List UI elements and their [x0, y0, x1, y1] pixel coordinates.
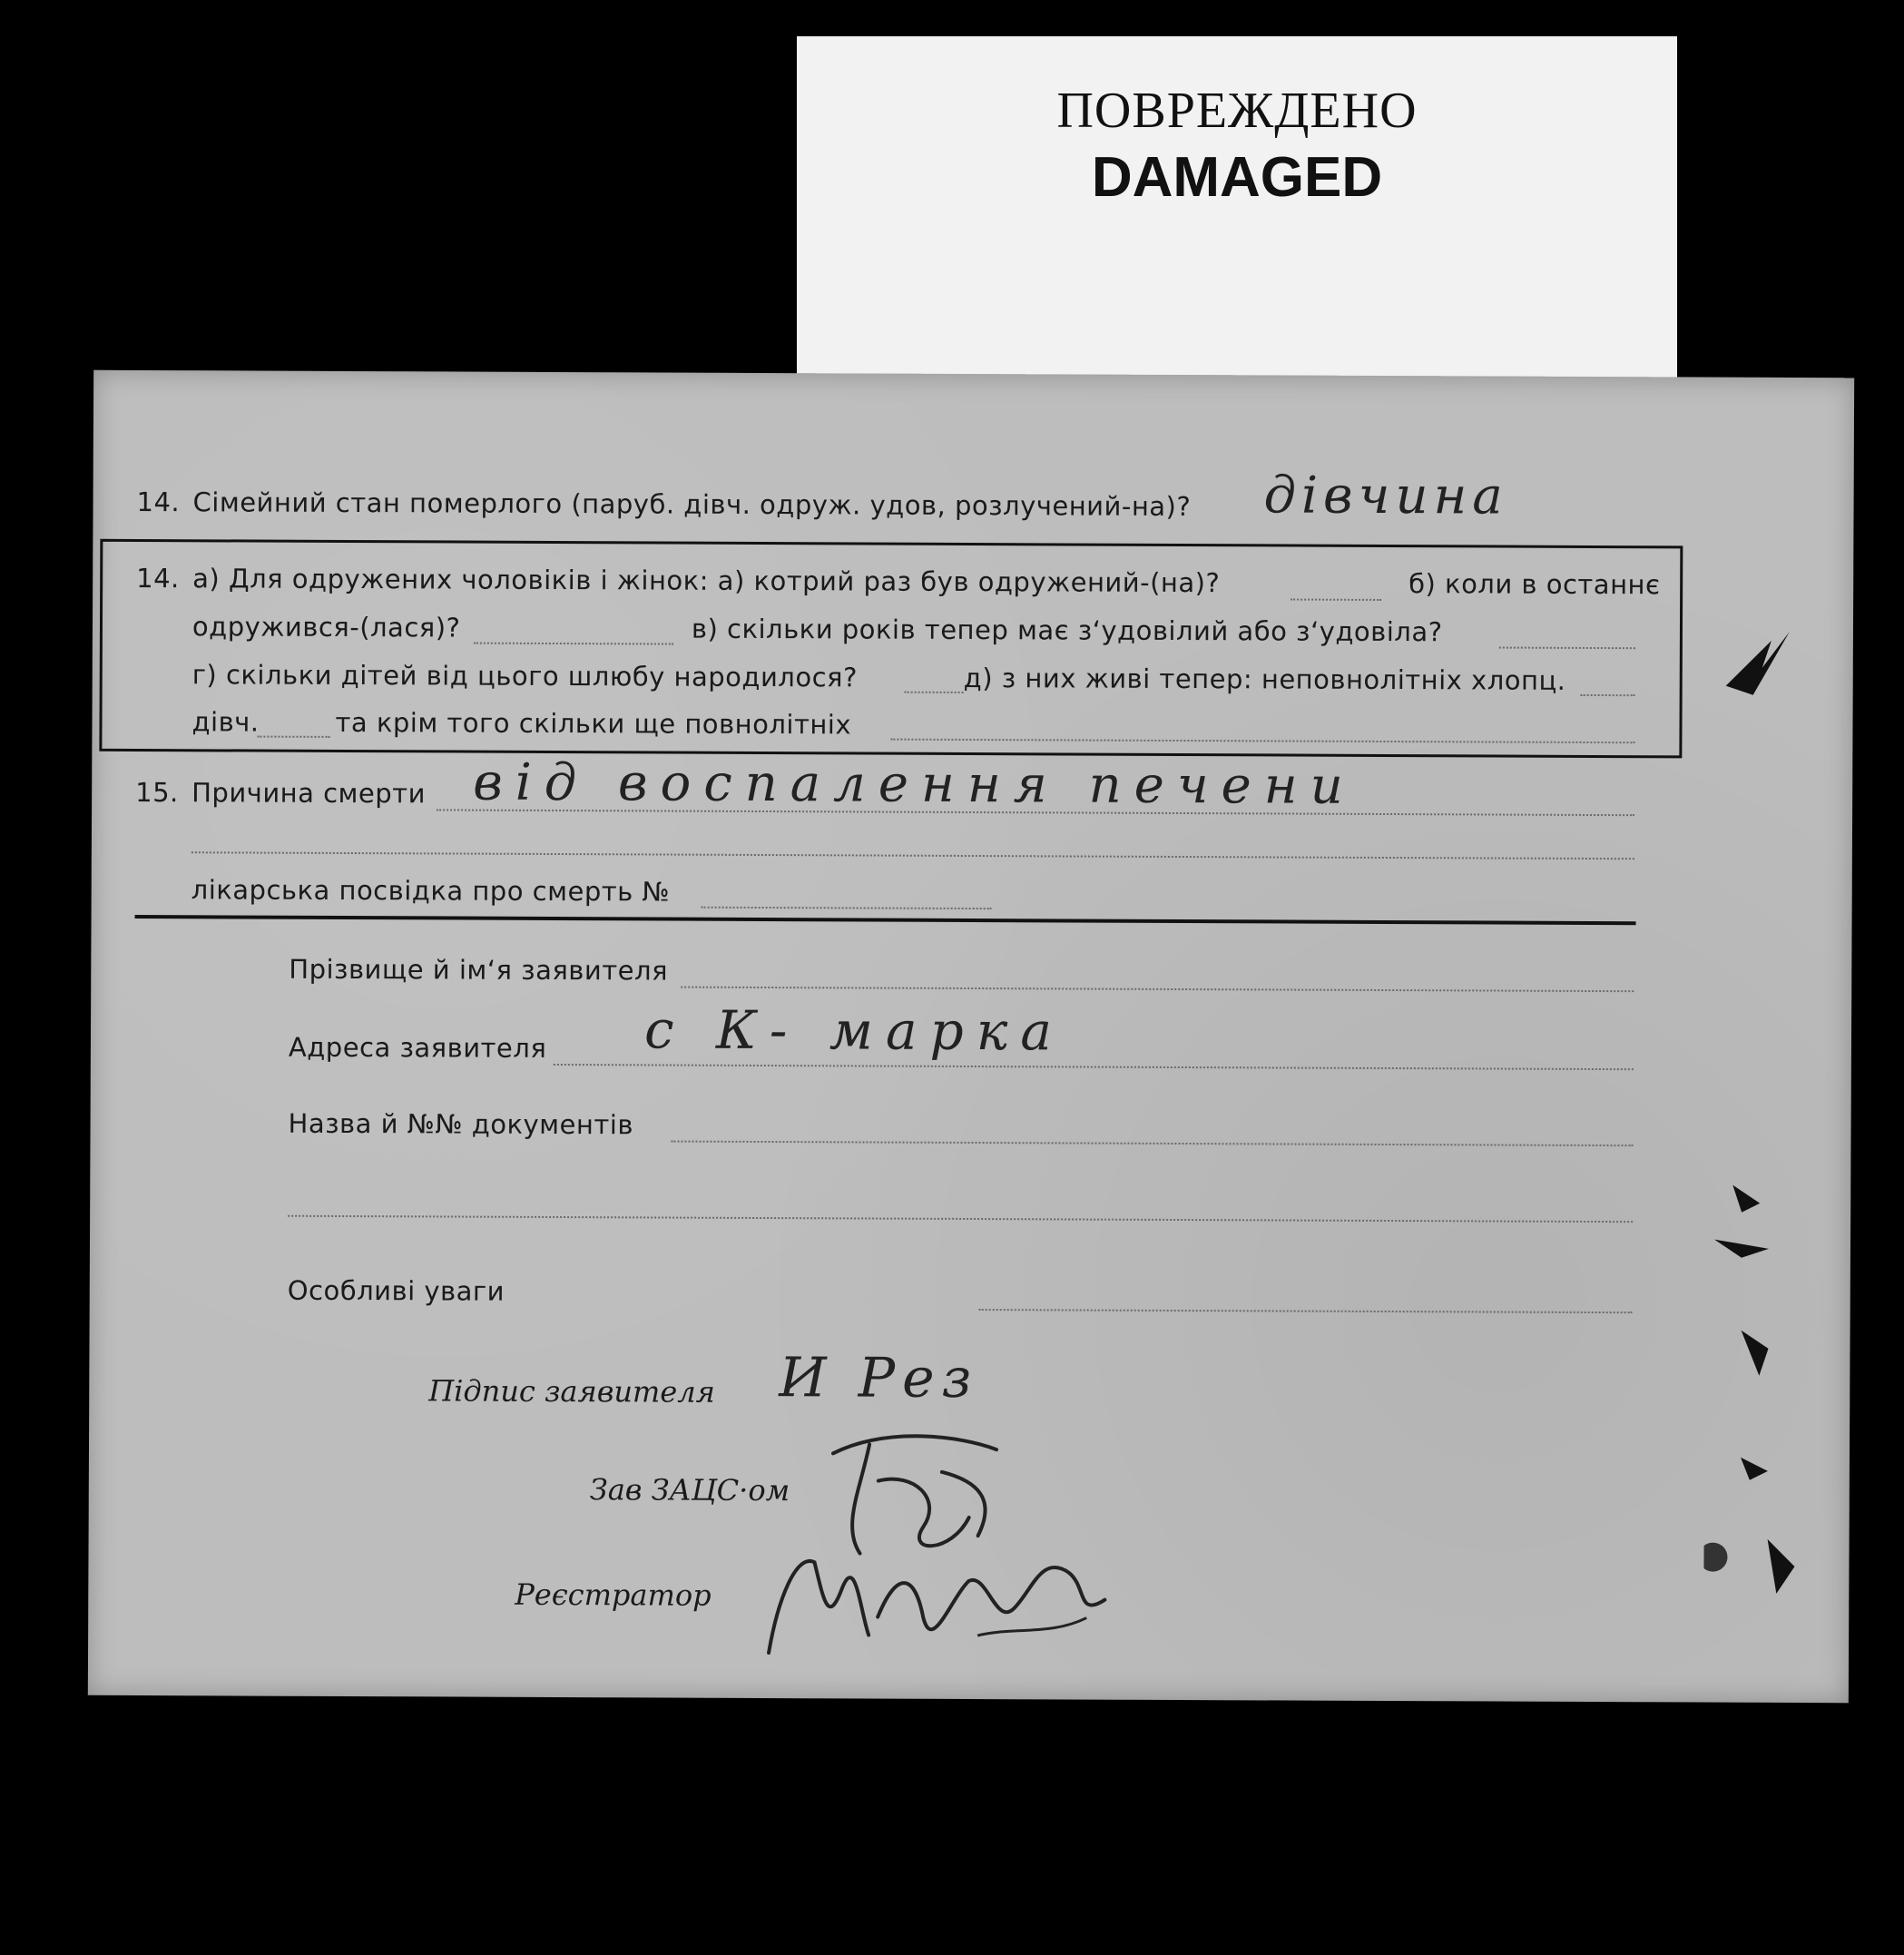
damaged-label — [797, 36, 1677, 383]
documents-fill-line1 — [671, 1141, 1633, 1147]
q14-number: 14. — [136, 486, 181, 518]
applicant-address-fill — [554, 1064, 1634, 1070]
head-zags-label: Зав ЗАЦС·ом — [589, 1472, 790, 1508]
paper-damage-marks — [1703, 623, 1817, 1622]
q14a-fill-f — [257, 736, 329, 738]
q14a-fill-a — [1291, 599, 1381, 601]
q14a-line4a: дівч. — [191, 706, 260, 738]
q15-answer-handwritten: від воспалення печени — [473, 752, 1356, 816]
q15-certificate-label: лікарська посвідка про смерть № — [191, 874, 671, 908]
q14a-line3a: г) скільки дітей від цього шлюбу народилося? — [191, 659, 858, 693]
q14a-number: 14. — [136, 562, 180, 594]
applicant-address-label: Адреса заявителя — [288, 1031, 547, 1064]
q14a-line2a: одружився-(лася)? — [191, 611, 461, 643]
q14-answer-handwritten: дівчина — [1263, 466, 1508, 526]
remarks-fill — [979, 1309, 1633, 1313]
remarks-label: Особливі уваги — [287, 1274, 505, 1307]
q15-certificate-fill — [702, 907, 992, 909]
documents-fill-line2 — [288, 1215, 1633, 1223]
documents-label: Назва й №№ документів — [288, 1107, 634, 1141]
q15-question: Причина смерти — [191, 777, 427, 810]
death-record-card — [88, 370, 1854, 1703]
q15-number: 15. — [135, 776, 179, 809]
q14a-fill-e — [1581, 694, 1635, 696]
q14a-line2b: в) скільки років тепер має з‘удовілий або з‘удовіла? — [691, 613, 1443, 648]
q15-fill-line2 — [191, 851, 1634, 860]
applicant-address-handwritten: с К- марка — [643, 998, 1065, 1063]
q14-question: Сімейний стан померлого (паруб. дівч. одруж. удов, розлучений-на)? — [192, 486, 1192, 523]
q14a-line4b: та крім того скільки ще повнолітніх — [335, 706, 852, 741]
applicant-name-label: Прізвище й ім‘я заявителя — [289, 953, 669, 987]
q14a-line3b: д) з них живі тепер: неповнолітніх хлопц. — [963, 662, 1566, 696]
damaged-label-ua: ПОВРЕЖДЕНО — [1056, 83, 1418, 139]
q14a-fill-d — [905, 692, 964, 693]
section-divider — [135, 915, 1636, 925]
q14a-line1b: б) коли в останнє — [1408, 568, 1661, 601]
applicant-signature-label: Підпис заявителя — [428, 1373, 715, 1410]
damaged-label-en: DAMAGED — [1091, 146, 1383, 209]
registrar-signature-scribble — [741, 1517, 1124, 1673]
registrar-label: Реєстратор — [515, 1577, 712, 1613]
q14a-line1: а) Для одружених чоловіків і жінок: а) котрий раз був одружений-(на)? — [192, 563, 1221, 599]
applicant-name-fill — [681, 987, 1634, 993]
applicant-signature-handwritten: И Рез — [779, 1346, 979, 1411]
